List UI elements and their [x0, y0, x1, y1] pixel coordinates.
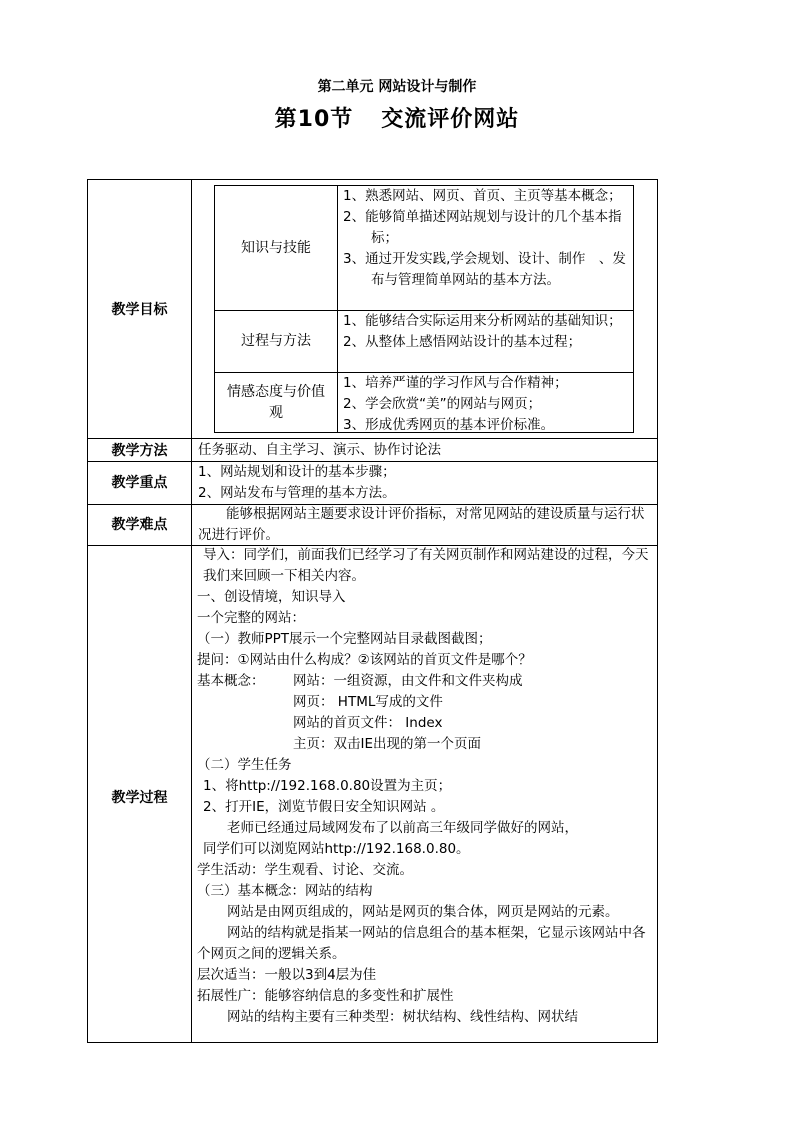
row-divider — [88, 438, 657, 439]
process-line: 层次适当：一般以3到4层为佳 — [197, 967, 377, 983]
process-line: 网页： HTML写成的文件 — [293, 694, 443, 710]
process-line: 1、将http://192.168.0.80设置为主页； — [203, 778, 452, 794]
list-item: 2、能够简单描述网站规划与设计的几个基本指标； — [343, 209, 622, 246]
process-line — [197, 671, 655, 692]
key-points-label: 教学重点 — [111, 475, 168, 491]
process-line: 拓展性广：能够容纳信息的多变性和扩展性 — [197, 988, 454, 1004]
process-line: 主页：双击IE出现的第一个页面 — [293, 736, 482, 752]
list-item: 1、网站规划和设计的基本步骤； — [198, 464, 396, 480]
process-line: 网站的结构主要有三种类型：树状结构、线性结构、网状结 — [227, 1009, 578, 1025]
attitude-items — [343, 373, 633, 436]
process-line: 提问：①网站由什么构成？②该网站的首页文件是哪个？ — [197, 652, 532, 668]
process-line: （三）基本概念：网站的结构 — [197, 883, 373, 899]
category-knowledge: 知识与技能 — [241, 240, 311, 256]
concept-label: 基本概念： — [197, 673, 265, 689]
list-item: 1、熟悉网站、网页、首页、主页等基本概念； — [343, 188, 622, 204]
process-line: 导入：同学们，前面我们已经学习了有关网页制作和网站建设的过程，今天我们来回顾一下相关内容。 — [203, 547, 649, 584]
process-line: 同学们可以浏览网站http://192.168.0.80。 — [203, 841, 470, 857]
unit-heading: 第二单元 网站设计与制作 — [317, 79, 477, 95]
concept-website: 网站：一组资源，由文件和文件夹构成 — [293, 673, 523, 689]
process-line: 一个完整的网站： — [197, 610, 305, 626]
list-item: 3、通过开发实践,学会规划、设计、制作 、发布与管理简单网站的基本方法。 — [343, 251, 626, 288]
list-item: 2、网站发布与管理的基本方法。 — [198, 485, 396, 501]
process-line: 老师已经通过局域网发布了以前高三年级同学做好的网站， — [227, 820, 578, 836]
column-divider — [191, 180, 192, 1042]
list-item: 2、学会欣赏“美”的网站与网页； — [343, 396, 542, 412]
process-items — [343, 311, 633, 353]
methods-label: 教学方法 — [111, 443, 168, 459]
difficulties-text: 能够根据网站主题要求设计评价指标，对常见网站的建设质量与运行状况进行评价。 — [198, 506, 645, 543]
process-line: （一）教师PPT展示一个完整网站目录截图截图； — [197, 631, 492, 647]
objectives-subtable — [214, 185, 634, 433]
list-item: 1、能够结合实际运用来分析网站的基础知识； — [343, 313, 622, 329]
process-line: 学生活动：学生观看、讨论、交流。 — [197, 862, 413, 878]
process-line: 网站的首页文件： Index — [293, 715, 443, 731]
key-points-list — [198, 462, 653, 504]
page-title — [0, 102, 794, 133]
process-line: 2、打开IE，浏览节假日安全知识网站 。 — [203, 799, 445, 815]
list-item: 3、形成优秀网页的基本评价标准。 — [343, 417, 555, 433]
knowledge-items — [343, 186, 633, 291]
subtable-column-divider — [337, 186, 338, 432]
process-line: 一、创设情境，知识导入 — [197, 589, 346, 605]
process-line: （二）学生任务 — [197, 757, 292, 773]
process-label: 教学过程 — [111, 790, 168, 806]
process-line: 网站的结构就是指某一网站的信息组合的基本框架，它显示该网站中各个网页之间的逻辑关系。 — [197, 925, 646, 962]
difficulties-label: 教学难点 — [111, 517, 168, 533]
section-number: 第10节 — [274, 107, 354, 132]
category-process: 过程与方法 — [241, 333, 311, 349]
list-item: 1、培养严谨的学习作风与合作精神； — [343, 375, 568, 391]
methods-text: 任务驱动、自主学习、演示、协作讨论法 — [198, 442, 441, 458]
category-attitude: 情感态度与价值观 — [227, 384, 325, 421]
process-content — [197, 545, 655, 1028]
process-line: 网站是由网页组成的，网站是网页的集合体，网页是网站的元素。 — [227, 904, 619, 920]
objectives-label: 教学目标 — [111, 302, 168, 318]
list-item: 2、从整体上感悟网站设计的基本过程； — [343, 334, 582, 350]
lesson-title: 交流评价网站 — [381, 107, 520, 132]
